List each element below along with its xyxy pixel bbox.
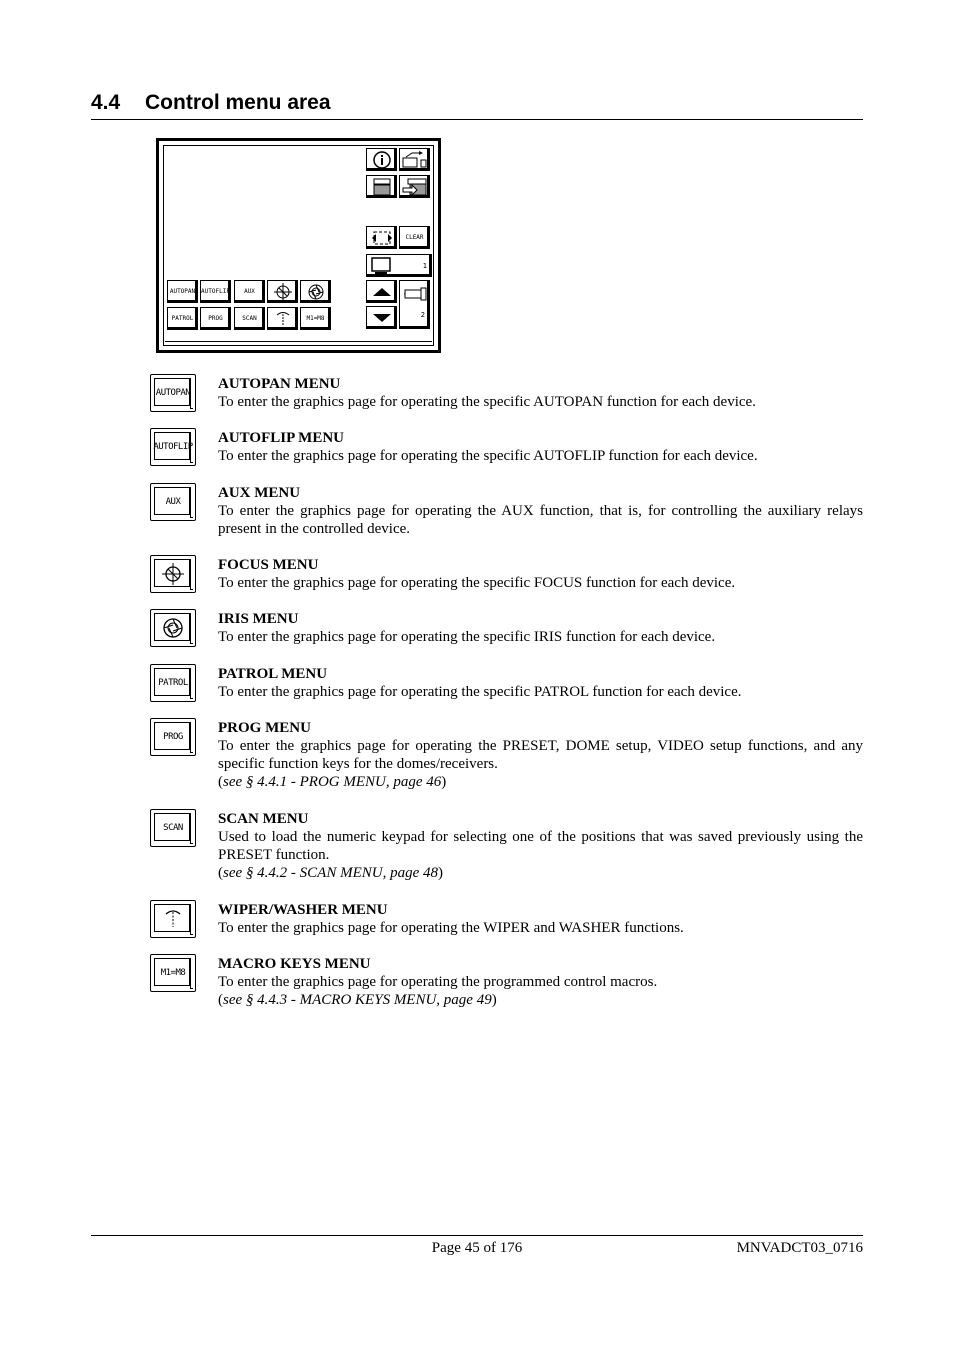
cycle-key[interactable] [366, 226, 397, 249]
autopan-key[interactable]: AUTOPAN [167, 280, 198, 303]
camera-key[interactable] [399, 280, 430, 329]
focus-entry [218, 556, 863, 592]
document-id: MNVADCT03_0716 [736, 1240, 863, 1256]
entry-text: To enter the graphics page for operating the AUX function, that is, for controlling the auxiliary relays present in the controlled device. [218, 503, 863, 537]
prog-entry [218, 719, 863, 791]
patrol-button-label: PATROL [158, 678, 188, 688]
entry-title: IRIS MENU [218, 611, 299, 627]
entry-text: To enter the graphics page for operating the specific PATROL function for each device. [218, 684, 742, 700]
focus-button[interactable] [150, 555, 196, 593]
wiper-key[interactable] [267, 307, 298, 330]
camera-icon [403, 287, 429, 301]
footer-divider [91, 1235, 863, 1236]
scan-entry [218, 810, 863, 882]
macro-keys-button[interactable] [150, 954, 196, 992]
section-number: 4.4 [91, 91, 121, 114]
arrow-down-icon [372, 312, 392, 324]
entry-text: To enter the graphics page for operating the specific AUTOPAN function for each device. [218, 394, 756, 410]
ref-close: ) [437, 865, 443, 881]
clear-key[interactable]: CLEAR [399, 226, 430, 249]
macro-button-label: M1=M8 [160, 968, 186, 978]
focus-key[interactable] [267, 280, 298, 303]
section-heading [91, 89, 863, 120]
autopan-entry [218, 375, 863, 411]
entry-text: To enter the graphics page for operating the specific AUTOFLIP function for each device. [218, 448, 758, 464]
monitor-number: 1 [422, 261, 427, 270]
autoflip-button[interactable] [150, 428, 196, 466]
wiper-washer-button[interactable] [150, 900, 196, 938]
entry-title: SCAN MENU [218, 811, 309, 827]
iris-icon [307, 283, 325, 301]
entry-title: PATROL MENU [218, 666, 328, 682]
autoflip-button-label: AUTOFLIP [153, 442, 193, 452]
iris-icon [162, 617, 184, 639]
ref-open: ( [218, 992, 223, 1008]
patrol-entry [218, 665, 863, 701]
info-icon [372, 151, 392, 169]
reference-link[interactable]: see § 4.4.2 - SCAN MENU, page 48 [223, 865, 438, 881]
reference-link[interactable]: see § 4.4.1 - PROG MENU, page 46 [223, 774, 442, 790]
entry-title: FOCUS MENU [218, 557, 319, 573]
device-switch-icon [402, 151, 428, 169]
aux-button[interactable] [150, 483, 196, 521]
wiper-icon [274, 311, 292, 327]
macro-keys-entry [218, 955, 863, 1009]
ref-open: ( [218, 865, 223, 881]
scan-button-label: SCAN [163, 823, 183, 833]
mag-icon [371, 178, 393, 196]
mag-key[interactable] [366, 175, 397, 198]
entry-title: AUTOFLIP MENU [218, 430, 344, 446]
autopan-button-label: AUTOPAN [155, 388, 191, 398]
entry-text: Used to load the numeric keypad for selecting one of the positions that was saved previously using the PRESET function. [218, 829, 863, 863]
entry-title: AUX MENU [218, 485, 301, 501]
camera-number: 2 [420, 311, 425, 319]
entry-reference [218, 773, 863, 791]
device-switch-key[interactable] [399, 148, 430, 171]
entry-title: AUTOPAN MENU [218, 376, 341, 392]
autoflip-entry [218, 429, 863, 465]
up-arrow-key[interactable] [366, 280, 397, 303]
autopan-button[interactable] [150, 374, 196, 412]
ref-close: ) [441, 774, 447, 790]
ref-open: ( [218, 774, 223, 790]
cycle-icon [371, 229, 393, 247]
wiper-icon [162, 909, 184, 929]
transfer-icon [402, 178, 428, 196]
reference-link[interactable]: see § 4.4.3 - MACRO KEYS MENU, page 49 [223, 992, 492, 1008]
entry-title: WIPER/WASHER MENU [218, 902, 388, 918]
entry-reference [218, 991, 863, 1009]
entry-reference [218, 864, 863, 882]
entry-text: To enter the graphics page for operating the WIPER and WASHER functions. [218, 920, 684, 936]
wiper-washer-entry [218, 901, 863, 937]
arrow-up-icon [372, 286, 392, 298]
iris-button[interactable] [150, 609, 196, 647]
prog-key[interactable]: PROG [200, 307, 231, 330]
aux-key[interactable]: AUX [234, 280, 265, 303]
autoflip-key[interactable]: AUTOFLIP [200, 280, 231, 303]
monitor-icon [371, 257, 391, 274]
aux-entry [218, 484, 863, 538]
page-number: Page 45 of 176 [431, 1240, 523, 1256]
entry-text: To enter the graphics page for operating the programmed control macros. [218, 974, 658, 990]
macro-key[interactable]: M1=M8 [300, 307, 331, 330]
ref-close: ) [491, 992, 497, 1008]
entry-text: To enter the graphics page for operating the specific FOCUS function for each device. [218, 575, 736, 591]
control-screen-figure [156, 138, 441, 353]
prog-button[interactable] [150, 718, 196, 756]
patrol-button[interactable] [150, 664, 196, 702]
entry-text: To enter the graphics page for operating the specific IRIS function for each device. [218, 629, 716, 645]
focus-icon [274, 283, 292, 301]
monitor-key[interactable] [366, 254, 432, 277]
iris-entry [218, 610, 863, 646]
patrol-key[interactable]: PATROL [167, 307, 198, 330]
scan-key[interactable]: SCAN [234, 307, 265, 330]
scan-button[interactable] [150, 809, 196, 847]
screen-status-line [165, 341, 432, 342]
focus-icon [162, 563, 184, 585]
aux-button-label: AUX [165, 497, 181, 507]
iris-key[interactable] [300, 280, 331, 303]
entry-title: PROG MENU [218, 720, 311, 736]
down-arrow-key[interactable] [366, 306, 397, 329]
info-key[interactable] [366, 148, 397, 171]
prog-button-label: PROG [163, 732, 183, 742]
section-title: Control menu area [145, 91, 331, 114]
entry-text: To enter the graphics page for operating the PRESET, DOME setup, VIDEO setup functions, and any specific function keys for the domes/receivers. [218, 738, 863, 772]
entry-title: MACRO KEYS MENU [218, 956, 371, 972]
transfer-key[interactable] [399, 175, 430, 198]
